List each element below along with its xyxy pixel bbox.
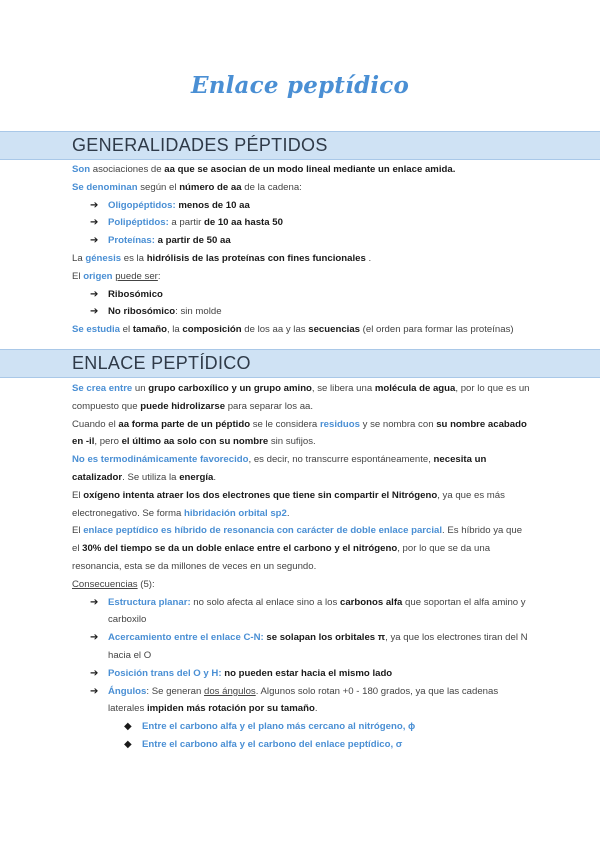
list-item: ➔ Polipéptidos: a partir de 10 aa hasta 50 <box>90 214 532 232</box>
paragraph-genesis: La génesis es la hidrólisis de las proteínas con fines funcionales . <box>72 252 372 264</box>
diamond-icon: ◆ <box>124 721 132 733</box>
list-item: ➔ Ángulos: Se generan dos ángulos. Algunos solo rotan +0 - 180 grados, ya que las cadenas laterales impiden más rotación por su tamaño. <box>90 683 532 719</box>
list-item: ➔ Estructura planar: no solo afecta al enlace sino a los carbonos alfa que soportan el alfa amino y carboxilo <box>90 594 532 630</box>
paragraph-termodinamica: No es termodinámicamente favorecido, es decir, no transcurre espontáneamente, necesita un catalizador. Se utiliza la energía. <box>72 454 487 483</box>
section-heading-band <box>0 131 600 160</box>
list-item: ➔ Oligopéptidos: menos de 10 aa <box>90 197 532 215</box>
section-enlace-body <box>72 380 532 754</box>
arrow-right-icon: ➔ <box>90 235 99 247</box>
arrow-right-icon: ➔ <box>90 685 99 697</box>
arrow-right-icon: ➔ <box>90 632 99 644</box>
paragraph-origen: El origen puede ser: <box>72 270 161 282</box>
arrow-right-icon: ➔ <box>90 306 99 318</box>
origin-list <box>72 286 532 322</box>
page-title: Enlace peptídico <box>190 72 410 99</box>
list-item: ➔ Acercamiento entre el enlace C-N: se solapan los orbitales π, ya que los electrones tiran del N hacia el O <box>90 629 532 665</box>
diamond-icon: ◆ <box>124 738 132 750</box>
section-heading-band <box>0 349 600 378</box>
paragraph-se-crea: Se crea entre un grupo carboxílico y un grupo amino, se libera una molécula de agua, por lo que es un compuesto que puede hidrolizarse para separar los aa. <box>72 383 530 412</box>
peptide-types-list <box>72 197 532 250</box>
arrow-right-icon: ➔ <box>90 667 99 679</box>
list-item: ➔ Proteínas: a partir de 50 aa <box>90 232 532 250</box>
section-heading-enlace: ENLACE PEPTÍDICO <box>72 353 251 373</box>
list-item: ➔ No ribosómico: sin molde <box>90 303 532 321</box>
list-item: ◆ Entre el carbono alfa y el plano más cercano al nitrógeno, ϕ <box>124 718 532 736</box>
arrow-right-icon: ➔ <box>90 288 99 300</box>
paragraph-oxigeno: El oxígeno intenta atraer los dos electrones que tiene sin compartir el Nitrógeno, ya que es más electronegativo. Se forma hibridación orbital sp2. <box>72 489 505 519</box>
section-heading-generalidades: GENERALIDADES PÉPTIDOS <box>72 135 328 155</box>
consequences-list <box>72 594 532 719</box>
arrow-right-icon: ➔ <box>90 199 99 211</box>
paragraph-son: Son asociaciones de aa que se asocian de un modo lineal mediante un enlace amida. <box>72 164 456 175</box>
list-item: ➔ Posición trans del O y H: no pueden estar hacia el mismo lado <box>90 665 532 683</box>
paragraph-residuos: Cuando el aa forma parte de un péptido se le considera residuos y se nombra con su nombre acabado en -il, pero el último aa solo con su nombre sin sufijos. <box>72 418 527 448</box>
arrow-right-icon: ➔ <box>90 217 99 229</box>
consequences-heading: Consecuencias (5): <box>72 578 155 590</box>
list-item: ➔ Ribosómico <box>90 286 532 304</box>
angles-list <box>72 718 532 754</box>
section-generalidades-body <box>72 161 532 339</box>
arrow-right-icon: ➔ <box>90 596 99 608</box>
list-item: ◆ Entre el carbono alfa y el carbono del enlace peptídico, σ <box>124 736 532 754</box>
paragraph-estudia: Se estudia el tamaño, la composición de los aa y las secuencias (el orden para formar las proteínas) <box>72 324 514 336</box>
paragraph-resonancia: El enlace peptídico es híbrido de resonancia con carácter de doble enlace parcial. Es híbrido ya que el 30% del tiempo se da un doble enlace entre el carbono y el nitrógeno, por lo que se da una resonancia, esta se da millones de veces en un segundo. <box>72 525 523 572</box>
paragraph-denominan: Se denominan según el número de aa de la cadena: <box>72 181 302 193</box>
